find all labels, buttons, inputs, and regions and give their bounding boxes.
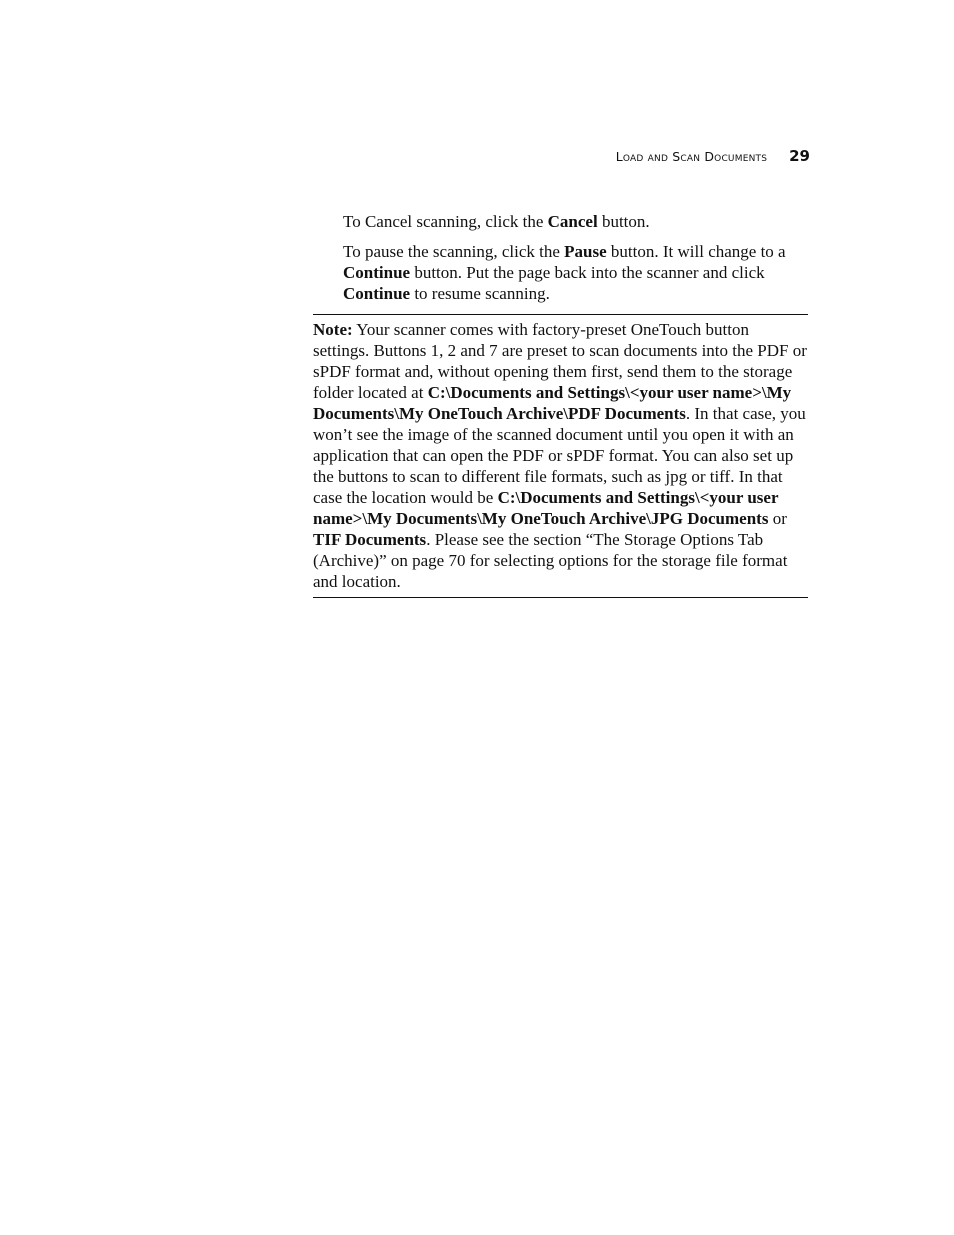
pause-text-4: to resume scanning. xyxy=(410,284,550,303)
pause-text-1: To pause the scanning, click the xyxy=(343,242,565,261)
note-text-3: or xyxy=(768,509,787,528)
pause-text-3: button. Put the page back into the scanner and click xyxy=(410,263,765,282)
header-title: Load and Scan Documents xyxy=(615,149,768,164)
cancel-bold-term: Cancel xyxy=(547,212,598,231)
note-label: Note: xyxy=(313,320,353,339)
note-text-4: . Please see the section “The Storage Options Tab (Archive)” on page 70 for selecting options for the storage file format and location. xyxy=(313,530,788,591)
pause-text-2: button. It will change to a xyxy=(606,242,786,261)
running-header xyxy=(560,146,810,165)
note-box xyxy=(313,314,808,598)
continue-bold-term-1: Continue xyxy=(343,263,411,282)
note-path-pdf: C:\Documents and Settings\<your user name>\My Documents\My OneTouch Archive\PDF Documents xyxy=(313,383,792,423)
note-text-2: . In that case, you won’t see the image of the scanned document until you open it with an application that can open the PDF or sPDF format. You can also set up the buttons to scan to different file formats, such as jpg or tiff. In that case the location would be xyxy=(313,404,806,507)
note-text-1: Your scanner comes with factory-preset OneTouch button settings. Buttons 1, 2 and 7 are preset to scan documents into the PDF or sPDF format and, without opening them first, send them to the storage folder located at xyxy=(313,320,807,402)
pause-paragraph xyxy=(343,241,813,304)
continue-bold-term-2: Continue xyxy=(343,284,411,303)
pause-bold-term: Pause xyxy=(564,242,607,261)
cancel-paragraph xyxy=(343,211,813,232)
cancel-text-2: button. xyxy=(597,212,650,231)
cancel-text-1: To Cancel scanning, click the xyxy=(343,212,548,231)
note-path-jpg: C:\Documents and Settings\<your user name>\My Documents\My OneTouch Archive\JPG Documents xyxy=(313,488,779,528)
note-path-tif: TIF Documents xyxy=(313,530,427,549)
page-number: 29 xyxy=(789,147,810,165)
